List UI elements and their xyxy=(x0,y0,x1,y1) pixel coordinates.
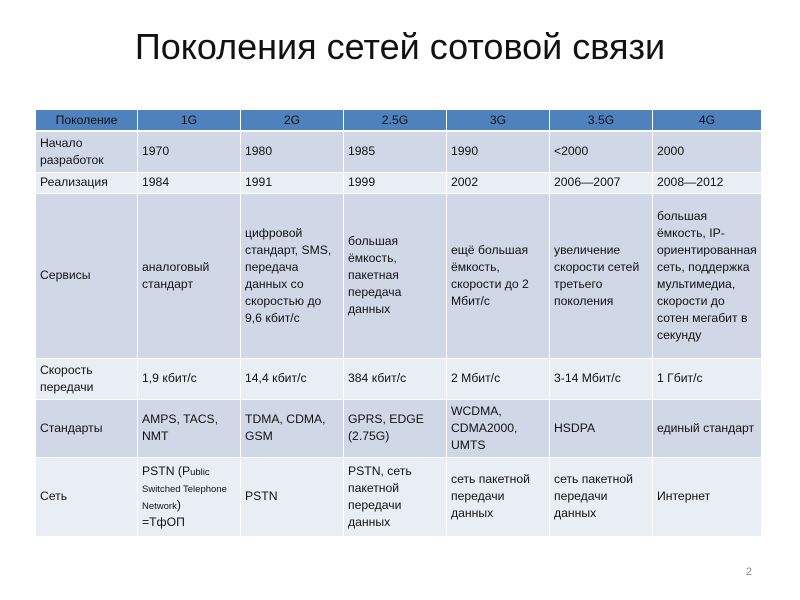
table-cell: HSDPA xyxy=(550,399,653,457)
header-cell: Поколение xyxy=(36,110,138,132)
header-cell: 3.5G xyxy=(550,110,653,132)
page-number: 2 xyxy=(745,566,752,578)
table-row xyxy=(36,131,762,172)
table-cell: большая ёмкость, IP-ориентированная сеть, поддержка мультимедиа, скорости до сотен мегабит в секунду xyxy=(653,193,762,358)
table-cell: 2002 xyxy=(447,172,550,193)
header-cell: 2G xyxy=(241,110,344,132)
table-cell: 1970 xyxy=(138,131,241,172)
table-cell: AMPS, TACS, NMT xyxy=(138,399,241,457)
table-cell: 1980 xyxy=(241,131,344,172)
network-1g-small: ublic Switched Telephone Network xyxy=(142,466,227,512)
table-cell: 1999 xyxy=(344,172,447,193)
header-cell: 2.5G xyxy=(344,110,447,132)
table-cell: 1 Гбит/с xyxy=(653,358,762,399)
table-cell: PSTN xyxy=(241,457,344,536)
row-label: Начало разработок xyxy=(36,131,138,172)
table-cell: ещё большая ёмкость, скорости до 2 Мбит/с xyxy=(447,193,550,358)
table-row xyxy=(36,172,762,193)
table-cell: сеть пакетной передачи данных xyxy=(550,457,653,536)
table-row xyxy=(36,399,762,457)
generations-table xyxy=(35,109,762,537)
table-cell xyxy=(138,457,241,536)
header-cell: 4G xyxy=(653,110,762,132)
header-cell: 3G xyxy=(447,110,550,132)
row-label: Реализация xyxy=(36,172,138,193)
table-row xyxy=(36,358,762,399)
network-1g-line2: =ТфОП xyxy=(142,514,185,529)
table-cell: сеть пакетной передачи данных xyxy=(447,457,550,536)
table-cell: 1,9 кбит/с xyxy=(138,358,241,399)
slide-title: Поколения сетей сотовой связи xyxy=(134,26,666,67)
row-label: Скорость передачи xyxy=(36,358,138,399)
table-cell: большая ёмкость, пакетная передача данных xyxy=(344,193,447,358)
table-cell: увеличение скорости сетей третьего поколения xyxy=(550,193,653,358)
network-1g-prefix: PSTN (P xyxy=(142,463,191,478)
table-header-row xyxy=(36,110,762,132)
row-label: Сервисы xyxy=(36,193,138,358)
table-cell: PSTN, сеть пакетной передачи данных xyxy=(344,457,447,536)
table-cell: WCDMA, CDMA2000, UMTS xyxy=(447,399,550,457)
table-cell: Интернет xyxy=(653,457,762,536)
table-row xyxy=(36,193,762,358)
table-cell: единый стандарт xyxy=(653,399,762,457)
table-cell: 1991 xyxy=(241,172,344,193)
table-row xyxy=(36,457,762,536)
table-cell: TDMA, CDMA, GSM xyxy=(241,399,344,457)
table-cell: <2000 xyxy=(550,131,653,172)
table-cell: 1984 xyxy=(138,172,241,193)
table-cell: 14,4 кбит/с xyxy=(241,358,344,399)
table-cell: 1985 xyxy=(344,131,447,172)
network-1g-suffix: ) xyxy=(176,497,181,512)
table-cell: аналоговый стандарт xyxy=(138,193,241,358)
table-cell: 1990 xyxy=(447,131,550,172)
table-cell: 384 кбит/с xyxy=(344,358,447,399)
row-label: Сеть xyxy=(36,457,138,536)
table-cell: GPRS, EDGE (2.75G) xyxy=(344,399,447,457)
table-cell: цифровой стандарт, SMS, передача данных со скоростью до 9,6 кбит/с xyxy=(241,193,344,358)
row-label: Стандарты xyxy=(36,399,138,457)
table-cell: 2 Мбит/с xyxy=(447,358,550,399)
table-cell: 2006—2007 xyxy=(550,172,653,193)
table-cell: 3-14 Мбит/с xyxy=(550,358,653,399)
header-cell: 1G xyxy=(138,110,241,132)
table-cell: 2000 xyxy=(653,131,762,172)
table-cell: 2008—2012 xyxy=(653,172,762,193)
